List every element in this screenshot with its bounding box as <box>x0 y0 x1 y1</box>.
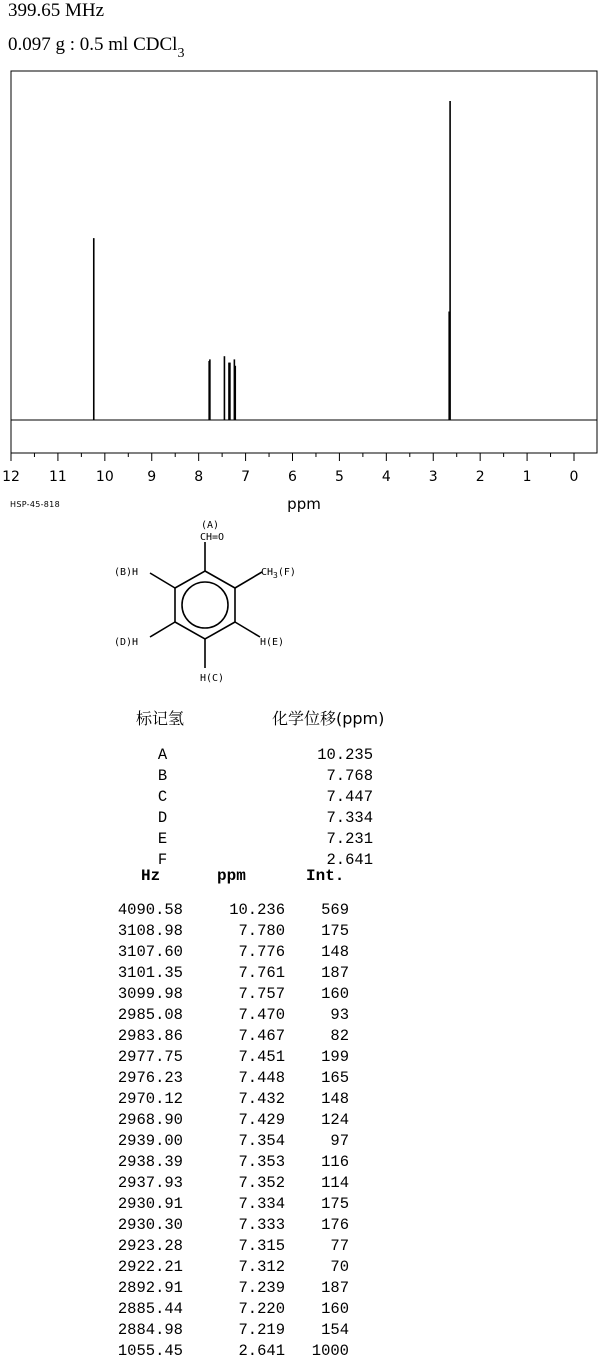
peak-intensity: 187 <box>321 964 349 982</box>
peak-row <box>95 1320 349 1341</box>
peak-intensity: 82 <box>330 1027 349 1045</box>
x-tick-label: 7 <box>241 469 251 485</box>
x-tick-label: 0 <box>569 469 579 485</box>
assignment-label: C <box>157 788 168 806</box>
peaks-group <box>94 101 450 420</box>
peak-row <box>95 1131 349 1152</box>
label-b: (B)H <box>114 567 139 578</box>
nmr-spectrum-chart <box>0 0 609 520</box>
peak-intensity: 160 <box>321 1300 349 1318</box>
x-tick-label: 10 <box>95 469 114 485</box>
peak-row <box>95 1299 349 1320</box>
peak-intensity: 187 <box>321 1279 349 1297</box>
methyl-group: $CH_3(F)$ <box>261 567 296 580</box>
peak-row <box>95 942 349 963</box>
peak-hz: 2930.91 <box>117 1195 183 1213</box>
peak-intensity: 93 <box>330 1006 349 1024</box>
aromatic-circle <box>182 582 228 628</box>
peak-row <box>95 1089 349 1110</box>
x-tick-label: 3 <box>428 469 438 485</box>
assignment-row <box>150 787 373 808</box>
bond-methyl <box>235 572 262 588</box>
peak-row <box>95 900 349 921</box>
x-tick-label: 11 <box>49 469 67 485</box>
peak-intensity: 199 <box>321 1048 349 1066</box>
bond-h-e <box>235 622 260 637</box>
peak-header-hz: Hz <box>141 867 161 885</box>
peak-hz: 2939.00 <box>117 1132 183 1150</box>
peak-ppm: 7.761 <box>238 964 285 982</box>
assignment-label: E <box>157 830 168 848</box>
peak-ppm: 7.757 <box>238 985 285 1003</box>
peak-hz: 3108.98 <box>117 922 183 940</box>
peak-ppm: 7.334 <box>238 1195 285 1213</box>
peak-row <box>95 1047 349 1068</box>
sample-main-text: 0.097 g : 0.5 ml CDCl <box>8 34 178 55</box>
peak-ppm: 7.353 <box>238 1153 285 1171</box>
spectrum-code: HSP-45-818 <box>10 500 60 509</box>
assignment-shift: 2.641 <box>326 851 373 869</box>
peak-hz: 2937.93 <box>117 1174 183 1192</box>
peak-row <box>95 1257 349 1278</box>
peak-intensity: 175 <box>321 1195 349 1213</box>
peak-hz: 2938.39 <box>117 1153 183 1171</box>
peak-row <box>95 1110 349 1131</box>
aldehyde-group: CH=O <box>200 532 225 543</box>
plot-frame <box>11 71 597 453</box>
peak-hz: 2930.30 <box>117 1216 183 1234</box>
peak-row <box>95 963 349 984</box>
peak-row <box>95 1152 349 1173</box>
peak-intensity: 116 <box>321 1153 349 1171</box>
assignment-header-label: 标记氢 <box>136 709 185 728</box>
peak-intensity: 114 <box>321 1174 349 1192</box>
peak-ppm: 7.219 <box>238 1321 285 1339</box>
peak-row <box>95 1173 349 1194</box>
peak-row <box>95 984 349 1005</box>
peak-intensity: 1000 <box>311 1342 349 1360</box>
peak-ppm: 7.470 <box>238 1006 285 1024</box>
peak-row <box>95 1341 349 1362</box>
assignment-label: D <box>157 809 168 827</box>
peak-hz: 2968.90 <box>117 1111 183 1129</box>
x-tick-label: 5 <box>334 469 344 485</box>
peak-row <box>95 1194 349 1215</box>
label-e: H(E) <box>260 637 285 648</box>
x-tick-label: 1 <box>522 469 532 485</box>
peak-hz: 2976.23 <box>117 1069 183 1087</box>
assignment-shift: 7.447 <box>326 788 373 806</box>
sample-subscript: 3 <box>177 45 185 61</box>
peak-ppm: 7.333 <box>238 1216 285 1234</box>
x-tick-label: 6 <box>288 469 297 485</box>
peak-row <box>95 1215 349 1236</box>
assignment-row <box>150 829 373 850</box>
x-tick-label: 2 <box>475 469 485 485</box>
label-c: H(C) <box>200 673 225 684</box>
x-tick-label: 9 <box>147 469 157 485</box>
peak-ppm: 10.236 <box>229 901 285 919</box>
peak-hz: 3101.35 <box>117 964 183 982</box>
peak-hz: 2892.91 <box>117 1279 183 1297</box>
assignment-shift: 7.231 <box>326 830 373 848</box>
peak-ppm: 7.352 <box>238 1174 285 1192</box>
peak-intensity: 77 <box>330 1237 349 1255</box>
x-axis-label: ppm <box>287 495 321 513</box>
peak-ppm: 7.780 <box>238 922 285 940</box>
x-tick-label: 12 <box>2 469 20 485</box>
peak-hz: 4090.58 <box>117 901 183 919</box>
peak-row <box>95 1026 349 1047</box>
peak-intensity: 160 <box>321 985 349 1003</box>
peak-intensity: 175 <box>321 922 349 940</box>
bond-h-d <box>150 622 175 637</box>
peak-row <box>95 1236 349 1257</box>
assignment-label: B <box>157 767 168 785</box>
peak-intensity: 148 <box>321 943 349 961</box>
assignment-label: A <box>157 746 168 764</box>
peak-intensity: 124 <box>321 1111 349 1129</box>
assignment-row <box>150 766 373 787</box>
chemical-structure <box>100 515 340 687</box>
peak-ppm: 7.429 <box>238 1111 285 1129</box>
assignment-shift: 10.235 <box>317 746 373 764</box>
assignment-header-shift: 化学位移(ppm) <box>272 709 385 728</box>
peak-hz: 2977.75 <box>117 1048 183 1066</box>
peak-hz: 2970.12 <box>117 1090 183 1108</box>
peak-row <box>95 1278 349 1299</box>
peak-hz: 2922.21 <box>117 1258 183 1276</box>
peak-intensity: 70 <box>330 1258 349 1276</box>
peak-intensity: 154 <box>321 1321 349 1339</box>
peak-header-int: Int. <box>306 867 345 885</box>
peak-intensity: 165 <box>321 1069 349 1087</box>
assignment-table <box>150 745 373 871</box>
assignment-row <box>150 808 373 829</box>
assignment-label: F <box>157 851 168 869</box>
peak-intensity: 569 <box>321 901 349 919</box>
peak-hz: 2885.44 <box>117 1300 183 1318</box>
peak-hz: 2983.86 <box>117 1027 183 1045</box>
peak-hz: 2923.28 <box>117 1237 183 1255</box>
x-tick-label: 8 <box>194 469 204 485</box>
assignment-row <box>150 745 373 766</box>
peak-ppm: 7.448 <box>238 1069 285 1087</box>
peak-row <box>95 921 349 942</box>
peak-ppm: 7.432 <box>238 1090 285 1108</box>
peak-intensity: 176 <box>321 1216 349 1234</box>
assignment-shift: 7.768 <box>326 767 373 785</box>
peak-ppm: 2.641 <box>238 1342 285 1360</box>
peak-hz: 1055.45 <box>117 1342 183 1360</box>
peak-intensity: 148 <box>321 1090 349 1108</box>
peak-ppm: 7.776 <box>238 943 285 961</box>
peak-list-table <box>95 900 349 1362</box>
label-d: (D)H <box>114 637 139 648</box>
peak-row <box>95 1005 349 1026</box>
peak-ppm: 7.220 <box>238 1300 285 1318</box>
peak-ppm: 7.312 <box>238 1258 285 1276</box>
spectrometer-frequency: 399.65 MHz <box>8 0 105 21</box>
peak-ppm: 7.354 <box>238 1132 285 1150</box>
peak-ppm: 7.239 <box>238 1279 285 1297</box>
peak-ppm: 7.467 <box>238 1027 285 1045</box>
x-tick-label: 4 <box>381 469 391 485</box>
bond-h-b <box>150 573 175 588</box>
assignment-shift: 7.334 <box>326 809 373 827</box>
peak-header-ppm: ppm <box>217 867 246 885</box>
peak-ppm: 7.315 <box>238 1237 285 1255</box>
peak-hz: 3107.60 <box>117 943 183 961</box>
peak-ppm: 7.451 <box>238 1048 285 1066</box>
label-a: (A) <box>201 520 220 531</box>
peak-hz: 2985.08 <box>117 1006 183 1024</box>
peak-hz: 3099.98 <box>117 985 183 1003</box>
peak-row <box>95 1068 349 1089</box>
peak-intensity: 97 <box>330 1132 349 1150</box>
peak-hz: 2884.98 <box>117 1321 183 1339</box>
x-ticks-group <box>2 453 578 485</box>
